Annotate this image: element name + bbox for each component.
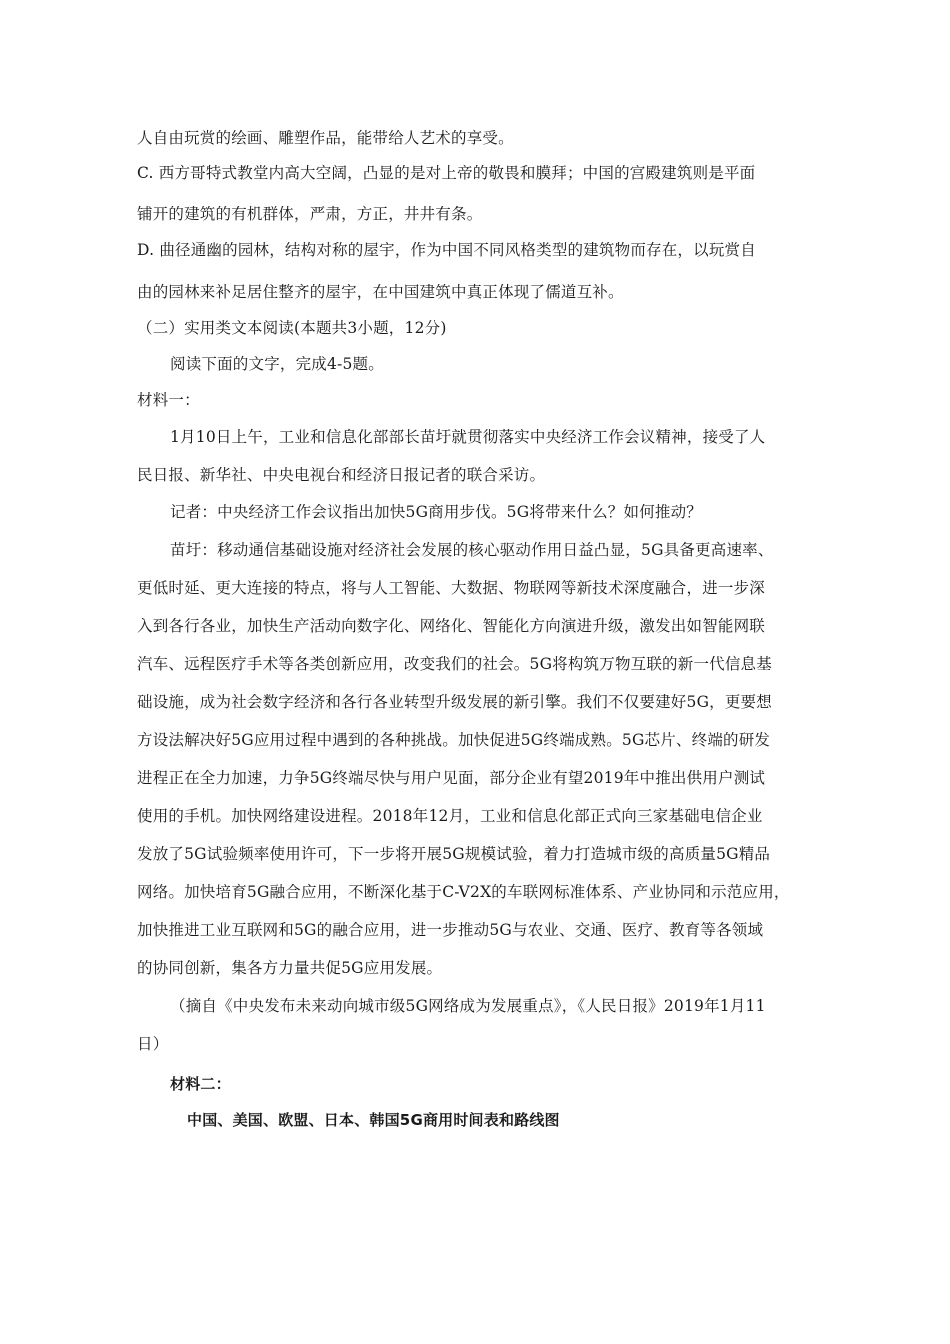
reading-instruction: 阅读下面的文字，完成4-5题。 <box>170 355 384 373</box>
paragraph-line: 方设法解决好5G应用过程中遇到的各种挑战。加快促进5G终端成熟。5G芯片、终端的研发 <box>137 731 771 749</box>
material-two-label: 材料二： <box>170 1075 231 1093</box>
section-heading: （二）实用类文本阅读(本题共3小题，12分) <box>137 319 447 337</box>
paragraph-line: 发放了5G试验频率使用许可，下一步将开展5G规模试验，着力打造城市级的高质量5G精品 <box>137 845 771 863</box>
paragraph-line: 民日报、新华社、中央电视台和经济日报记者的联合采访。 <box>137 466 546 484</box>
paragraph-line: 的协同创新，集各方力量共促5G应用发展。 <box>137 959 443 977</box>
paragraph-line: 入到各行各业，加快生产活动向数字化、网络化、智能化方向演进升级，激发出如智能网联 <box>137 617 766 635</box>
paragraph-line: 更低时延、更大连接的特点，将与人工智能、大数据、物联网等新技术深度融合，进一步深 <box>137 579 766 597</box>
chart-title: 中国、美国、欧盟、日本、韩国5G商用时间表和路线图 <box>187 1111 560 1129</box>
paragraph-line: 础设施，成为社会数字经济和各行各业转型升级发展的新引擎。我们不仅要建好5G，更要想 <box>137 693 772 711</box>
paragraph-line: 汽车、远程医疗手术等各类创新应用，改变我们的社会。5G将构筑万物互联的新一代信息基 <box>137 655 772 673</box>
source-citation-line-1: （摘自《中央发布未来动向城市级5G网络成为发展重点》，《人民日报》2019年1月11 <box>170 997 766 1015</box>
paragraph-line: 使用的手机。加快网络建设进程。2018年12月，工业和信息化部正式向三家基础电信企业 <box>137 807 763 825</box>
reporter-question: 记者：中央经济工作会议指出加快5G商用步伐。5G将带来什么？如何推动？ <box>170 503 702 521</box>
paragraph-line: 进程正在全力加速，力争5G终端尽快与用户见面，部分企业有望2019年中推出供用户测试 <box>137 769 766 787</box>
paragraph-line: 网络。加快培育5G融合应用，不断深化基于C-V2X的车联网标准体系、产业协同和示范应用， <box>137 883 790 901</box>
option-d-line-1: D. 曲径通幽的园林，结构对称的屋宇，作为中国不同风格类型的建筑物而存在，以玩赏自 <box>137 241 756 259</box>
option-d-line-2: 由的园林来补足居住整齐的屋宇，在中国建筑中真正体现了儒道互补。 <box>137 283 624 301</box>
material-one-label: 材料一： <box>137 391 200 409</box>
paragraph-line: 苗圩：移动通信基础设施对经济社会发展的核心驱动作用日益凸显，5G具备更高速率、 <box>170 541 774 559</box>
option-c-line-2: 铺开的建筑的有机群体，严肃，方正，井井有条。 <box>137 205 483 223</box>
option-b-continuation: 人自由玩赏的绘画、雕塑作品，能带给人艺术的享受。 <box>137 129 514 147</box>
option-c-line-1: C. 西方哥特式教堂内高大空阔，凸显的是对上帝的敬畏和膜拜；中国的宫殿建筑则是平面 <box>137 164 756 182</box>
paragraph-line: 1月10日上午，工业和信息化部部长苗圩就贯彻落实中央经济工作会议精神，接受了人 <box>170 428 766 446</box>
paragraph-line: 加快推进工业互联网和5G的融合应用，进一步推动5G与农业、交通、医疗、教育等各领域 <box>137 921 764 939</box>
source-citation-line-2: 日） <box>137 1035 169 1053</box>
